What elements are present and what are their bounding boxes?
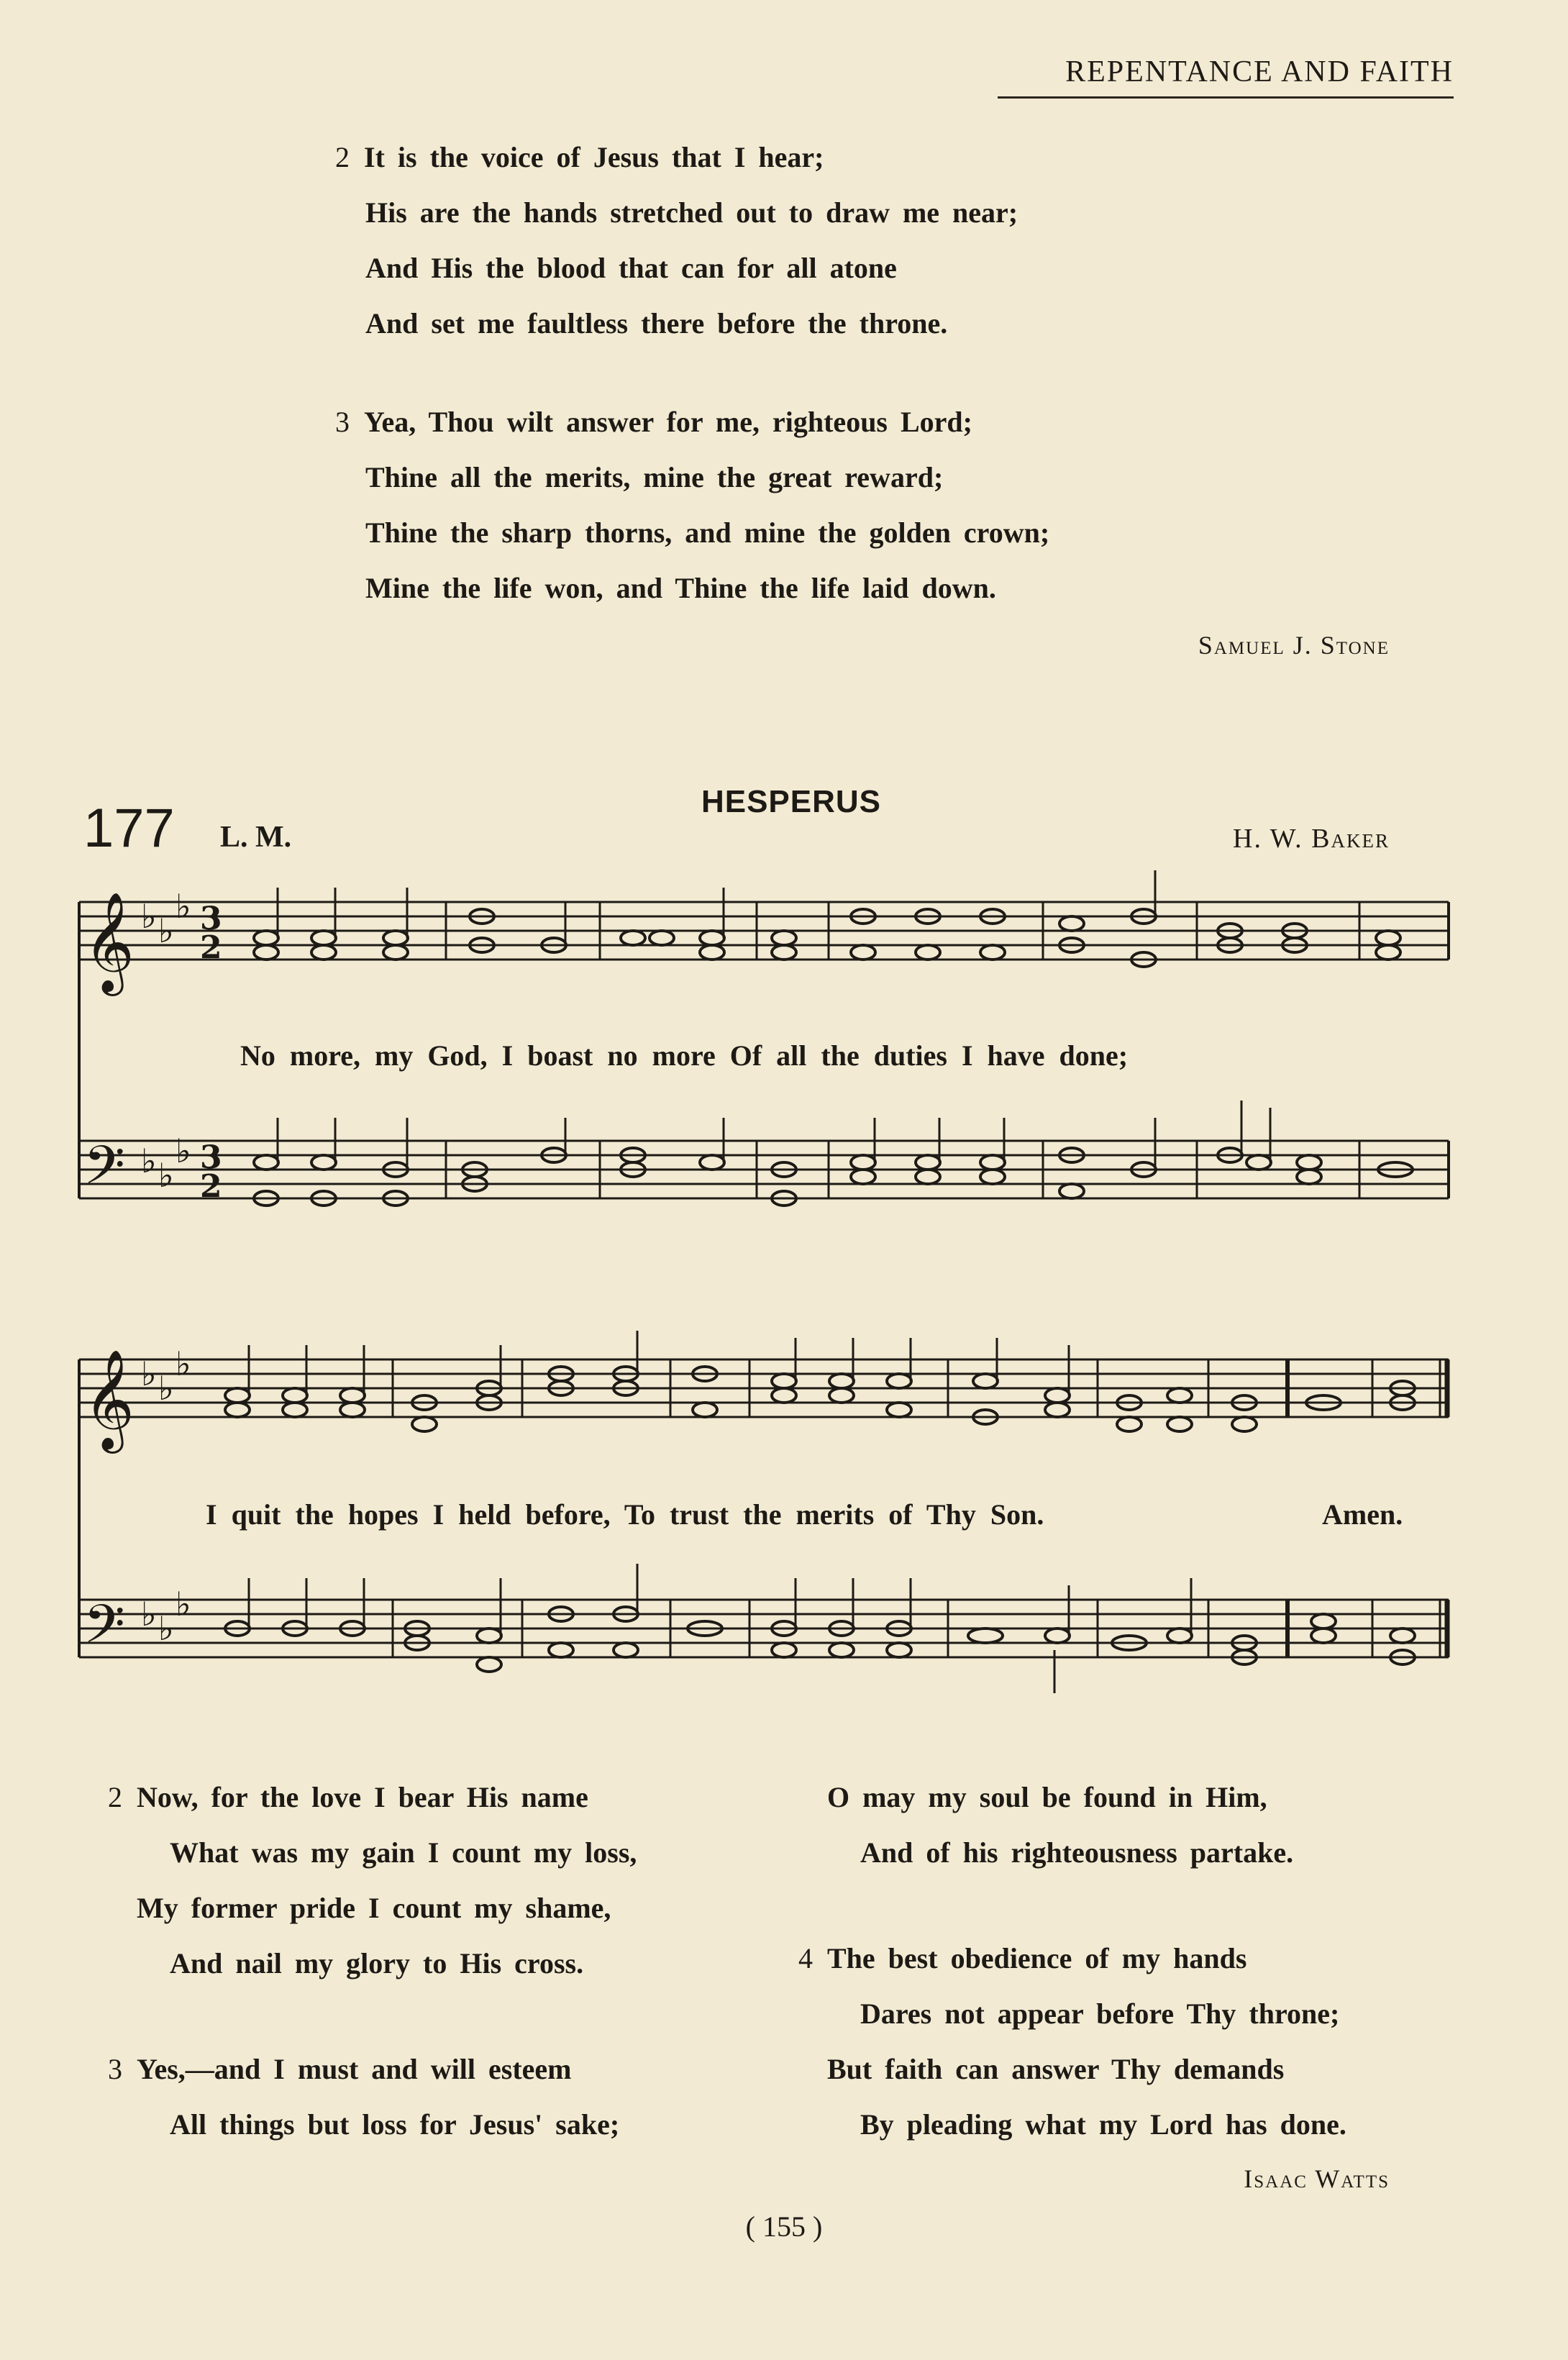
verse-line: Thine all the merits, mine the great reward; [365,461,944,493]
hymn-number: 177 [83,798,175,859]
stanza-number: 4 [798,1942,813,1974]
svg-text:𝄢: 𝄢 [83,1134,125,1210]
verse-line: 2 Now, for the love I bear His name [108,1769,637,1825]
verse-line: And His the blood that can for all atone [365,252,897,284]
svg-text:♭: ♭ [176,1344,191,1383]
stanza-4 [798,1931,1346,2152]
verse-line: My former pride I count my shame, [137,1892,611,1924]
verse-line: Mine the life won, and Thine the life laid down. [365,572,996,604]
svg-text:♭: ♭ [176,1585,191,1623]
prev-hymn-author: Samuel J. Stone [1198,631,1390,660]
stanza-number: 2 [108,1781,122,1813]
verse-line: Thine the sharp thorns, and mine the golden crown; [365,516,1050,549]
svg-text:♭: ♭ [141,1142,157,1180]
verse-line: O may my soul be found in Him, [827,1781,1267,1813]
verse-line: What was my gain I count my loss, [170,1836,637,1869]
verse-line: And of his righteousness partake. [860,1836,1294,1869]
hymn-author: Isaac Watts [1244,2164,1390,2193]
stanza-3 [108,2041,619,2152]
svg-text:𝄞: 𝄞 [83,1349,135,1449]
lyric-line-2: I quit the hopes I held before, To trust the merits of Thy Son. [206,1498,1044,1531]
verse-line: His are the hands stretched out to draw me near; [365,196,1018,229]
svg-text:♭: ♭ [141,1595,157,1634]
verse-line: By pleading what my Lord has done. [860,2108,1346,2141]
hymn-meter: L. M. [220,821,292,854]
svg-text:2: 2 [200,1168,222,1205]
verse-line: And nail my glory to His cross. [170,1947,584,1979]
section-header: REPENTANCE AND FAITH [1065,55,1454,88]
lyric-line-1: No more, my God, I boast no more Of all the duties I have done; [240,1039,1129,1072]
svg-text:♭: ♭ [176,887,191,926]
stanza-number: 3 [335,406,350,438]
page-number: ( 155 ) [745,2210,823,2243]
svg-text:♭: ♭ [176,1131,191,1170]
stanza-3-continued [798,1769,1293,1880]
tune-name: HESPERUS [701,784,882,819]
svg-text:♭: ♭ [141,897,157,936]
stanza-number: 2 [335,141,350,173]
svg-text:𝄢: 𝄢 [83,1593,125,1669]
verse-line: 3 Yea, Thou wilt answer for me, righteous Lord; [335,394,1049,450]
verse-line: And set me faultless there before the throne. [365,307,948,340]
composer: H. W. Baker [1233,824,1390,854]
svg-text:𝄞: 𝄞 [83,892,135,992]
svg-text:♭: ♭ [158,1156,174,1195]
lyric-amen: Amen. [1322,1498,1403,1531]
svg-text:3: 3 [200,1139,222,1176]
verse-line: 4 The best obedience of my hands [798,1931,1346,1986]
svg-text:2: 2 [200,929,222,966]
stanza-number: 3 [108,2053,122,2085]
svg-text:♭: ♭ [158,911,174,950]
svg-text:3: 3 [200,901,222,937]
verse-line: 2 It is the voice of Jesus that I hear; [335,129,1018,185]
svg-text:♭: ♭ [141,1354,157,1393]
verse-line: All things but loss for Jesus' sake; [170,2108,620,2141]
bass-staff-1 [79,1141,1449,1198]
verse-line: 3 Yes,—and I must and will esteem [108,2041,619,2097]
svg-text:♭: ♭ [158,1369,174,1408]
verse-line: But faith can answer Thy demands [827,2053,1285,2085]
svg-text:♭: ♭ [158,1609,174,1648]
verse-line: Dares not appear before Thy throne; [860,1997,1340,2030]
stanza-2 [108,1769,637,1991]
